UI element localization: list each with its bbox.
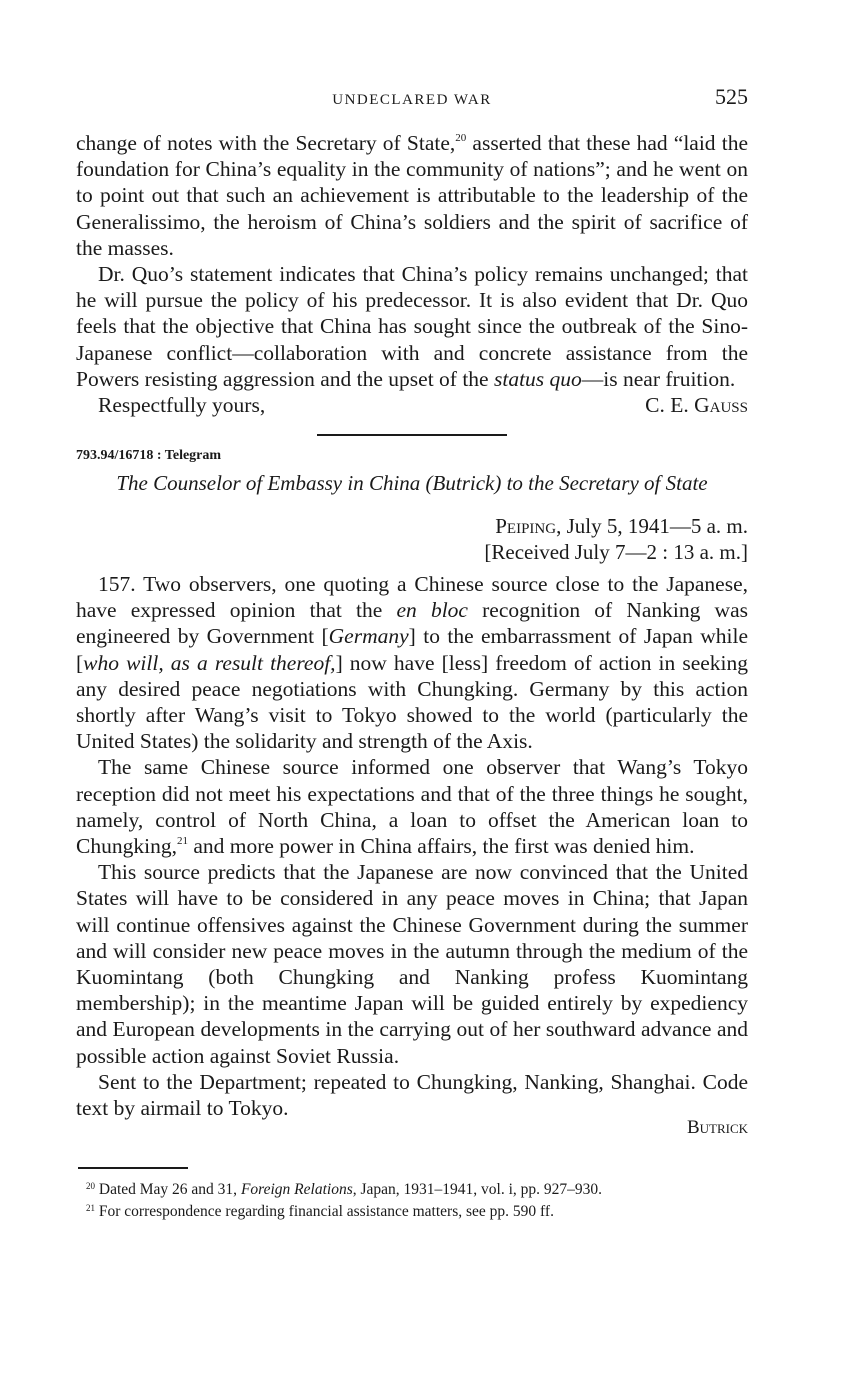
footnote-ref-21[interactable]: 21 bbox=[176, 835, 188, 848]
received-date: [Received July 7—2 : 13 a. m.] bbox=[484, 540, 748, 565]
footnote-ref-20[interactable]: 20 bbox=[455, 132, 467, 144]
running-head: UNDECLARED WAR bbox=[332, 92, 492, 108]
telegram-paragraph-4: Sent to the Department; repeated to Chungking, Nanking, Shanghai. Code text by airmail to Tokyo. bbox=[76, 1069, 748, 1121]
telegram-paragraph-1: 157. Two observers, one quoting a Chinese source close to the Japanese, have expressed opinion that the en bloc recognition of Nanking was engineered by Government [Germany] to the embarrassment of Japan while [who will, as a result thereof,] now have [less] freedom of action in seeking any desired peace negotiations with Chungking. Germany by this action shortly after Wang’s visit to Tokyo showed to the world (particularly the United States) the solidarity and strength of the Axis. bbox=[76, 572, 748, 754]
footnote-21: $^{21}$ For correspondence regarding financial assistance matters, see pp. 590 ff. bbox=[86, 1203, 554, 1221]
telegram-paragraph-3: This source predicts that the Japanese are now convinced that the United States will have to be considered in any peace moves in China; that Japan will continue offensives against the Chinese Government during the summer and will consider new peace moves in the autumn through the medium of the Kuomintang (both Chungking and Nanking profess Kuomintang membership); in the meantime Japan will be guided entirely by expediency and European developments in the carrying out of her southward advance and possible action against Soviet Russia. bbox=[76, 860, 748, 1068]
document-title: The Counselor of Embassy in China (Butrick) to the Secretary of State bbox=[116, 471, 708, 496]
continuation-paragraph: change of notes with the Secretary of State,$^{20}$ asserted that these had “laid the foundation for China’s equality in the community of nations”; and he went on to point out that such an achievement is attributable to the leadership of the Generalissimo, the heroism of China’s soldiers and the spirit of sacrifice of the masses. bbox=[76, 131, 748, 260]
page-header bbox=[76, 86, 748, 116]
salutation: Respectfully yours, bbox=[98, 393, 266, 418]
date-place: Peiping, bbox=[495, 514, 562, 539]
footnote-20: $^{20}$ Dated May 26 and 31, Foreign Relations, Japan, 1931–1941, vol. i, pp. 927–930. bbox=[86, 1181, 603, 1199]
page-number: 525 bbox=[715, 84, 748, 109]
footnote-divider bbox=[78, 1167, 188, 1169]
file-reference: 793.94/16718 : Telegram bbox=[76, 448, 222, 464]
telegram-paragraph-2: The same Chinese source informed one observer that Wang’s Tokyo reception did not meet his expectations and that of the three things he sought, namely, control of North China, a loan to offset the American loan to Chungking,$^{21}$ and more power in China affairs, the first was denied him. bbox=[76, 755, 748, 859]
quo-statement-paragraph: Dr. Quo’s statement indicates that China’s policy remains unchanged; that he will pursue the policy of his predecessor. It is also evident that Dr. Quo feels that the objective that China has sought since the outbreak of the Sino-Japanese conflict—collaboration with and concrete assistance from the Powers resisting aggression and the upset of the status quo—is near fruition. bbox=[76, 262, 748, 391]
letter-closing bbox=[76, 392, 748, 418]
page-body bbox=[76, 130, 748, 1221]
dateline bbox=[76, 513, 748, 565]
telegram-signature: Butrick bbox=[686, 1117, 748, 1139]
date-sent: July 5, 1941—5 a. m. bbox=[561, 514, 748, 539]
section-divider bbox=[317, 434, 507, 436]
signer: C. E. Gauss bbox=[645, 393, 748, 418]
